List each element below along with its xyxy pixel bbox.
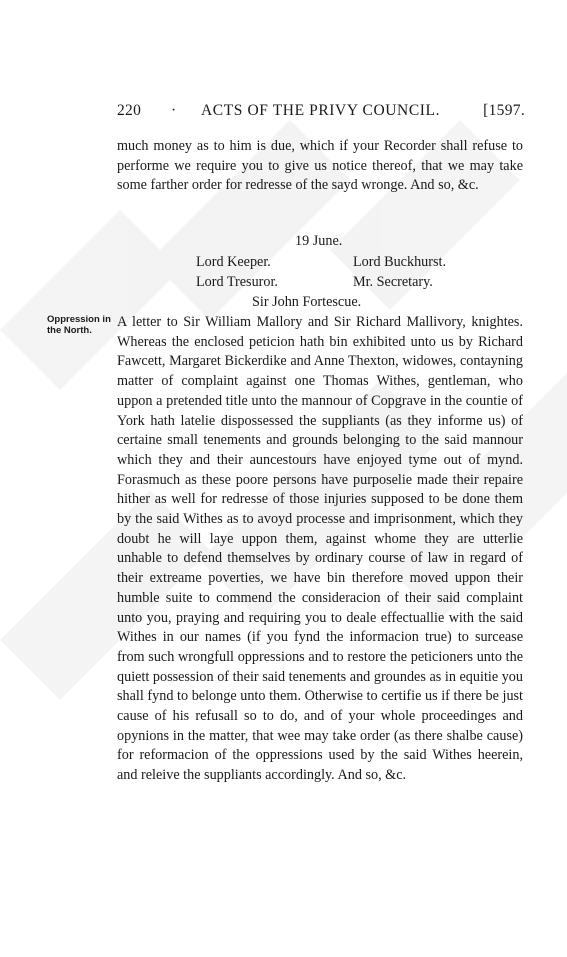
attendee-sir-john-fortescue: Sir John Fortescue. [252, 294, 362, 310]
attendee-lord-keeper: Lord Keeper. [196, 254, 271, 270]
running-head [117, 102, 525, 126]
meeting-date: 19 June. [295, 233, 343, 249]
margin-note: Oppression in the North. [47, 314, 111, 336]
attendee-lord-buckhurst: Lord Buckhurst. [353, 254, 446, 270]
letter-paragraph: A letter to Sir William Mallory and Sir Richard Mallivory, knightes. Whereas the enclosed peticion hath bin exhibited unto us by Richard Fawcett, Margaret Bickerdike and Anne Thexton, widowes, contayning matter of complaint against one Thomas Withes, gentleman, who uppon a pretended title unto the mannour of Copgrave in the countie of York hath latelie dispossessed the suppliants (as they informe us) of certaine small tenements and grounds belonging to the said mannour which they and their auncestours have enjoyed tyme out of mynd. Forasmuch as these poore persons have purposelie made their repaire hither as well for redresse of those injuries supposed to be done them by the said Withes as to avoyd processe and imprisonment, which they doubt he will laye uppon them, against whome they are utterlie unhable to defend themselves by ordinary course of law in regard of their extreame poverties, we have bin therefore moved uppon their humble suite to commend the consideracion of their said complaint unto you, praying and requiring you to deale effectuallie with the said Withes in our names (if you fynd the informacion true) to surcease from such wrongfull oppressions and to restore the peticioners unto the quiett possession of their said tenements and groundes as in equitie you shall fynd to belonge unto them. Otherwise to certifie us if there be just cause of his refusall so to do, and of your whole proceedinges and opynions in the matter, that wee may take order (as there shalbe cause) for reformacion of the oppressions used by the said Withes heerein, and releive the suppliants accordingly. And so, &c. [117, 314, 523, 784]
attendee-mr-secretary: Mr. Secretary. [353, 274, 433, 290]
page-number: 220 [117, 102, 142, 119]
attendee-lord-tresuror: Lord Tresuror. [196, 274, 278, 290]
opening-paragraph: much money as to him is due, which if your Recorder shall refuse to performe we require you to give us notice thereof, that we may take some farther order for redresse of the sayd wronge. And so, &c. [117, 138, 523, 194]
header-separator: · [171, 102, 177, 119]
running-title: ACTS OF THE PRIVY COUNCIL. [201, 102, 441, 119]
running-year: [1597. [483, 102, 525, 119]
